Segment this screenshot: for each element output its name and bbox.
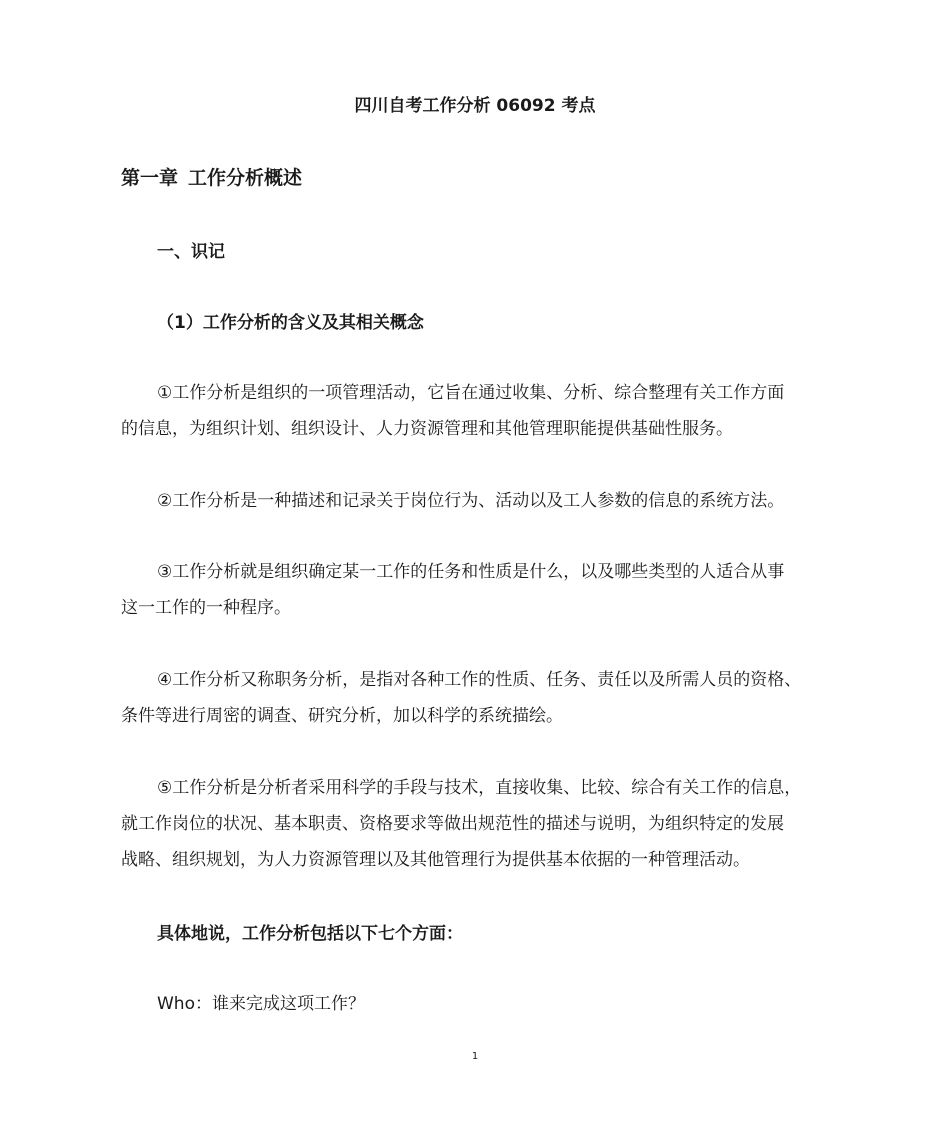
paragraph-line: ③工作分析就是组织确定某一工作的任务和性质是什么，以及哪些类型的人适合从事 <box>157 562 785 582</box>
specific-aspects-heading: 具体地说，工作分析包括以下七个方面： <box>157 924 463 944</box>
chapter-heading <box>121 164 302 192</box>
paragraph-line: 就工作岗位的状况、基本职责、资格要求等做出规范性的描述与说明，为组织特定的发展 <box>121 814 784 834</box>
chapter-title: 工作分析概述 <box>188 167 303 189</box>
paragraph-line: 的信息，为组织计划、组织设计、人力资源管理和其他管理职能提供基础性服务。 <box>121 419 733 439</box>
paragraph-line: 这一工作的一种程序。 <box>121 598 291 618</box>
paragraph-definition-5 <box>121 770 837 878</box>
paragraph-definition-2 <box>121 483 837 519</box>
chapter-number: 第一章 <box>121 167 179 189</box>
paragraph-line: ⑤工作分析是分析者采用科学的手段与技术，直接收集、比较、综合有关工作的信息， <box>157 778 802 798</box>
paragraph-line: Who：谁来完成这项工作？ <box>157 994 365 1014</box>
paragraph-line: 战略、组织规划，为人力资源管理以及其他管理行为提供基本依据的一种管理活动。 <box>121 850 750 870</box>
paragraph-line: 条件等进行周密的调查、研究分析，加以科学的系统描绘。 <box>121 706 563 726</box>
paragraph-who <box>121 986 837 1022</box>
paragraph-definition-1 <box>121 375 837 447</box>
paragraph-line: ①工作分析是组织的一项管理活动，它旨在通过收集、分析、综合整理有关工作方面 <box>157 383 785 403</box>
section-heading-recall: 一、识记 <box>157 242 225 262</box>
paragraph-definition-3 <box>121 554 837 626</box>
subsection-heading-definition: （1）工作分析的含义及其相关概念 <box>157 313 424 333</box>
paragraph-definition-4 <box>121 662 837 734</box>
paragraph-line: ②工作分析是一种描述和记录关于岗位行为、活动以及工人参数的信息的系统方法。 <box>157 491 785 511</box>
document-title: 四川自考工作分析 06092 考点 <box>354 96 596 116</box>
paragraph-line: ④工作分析又称职务分析，是指对各种工作的性质、任务、责任以及所需人员的资格、 <box>157 670 802 690</box>
page-number: 1 <box>471 1051 479 1062</box>
